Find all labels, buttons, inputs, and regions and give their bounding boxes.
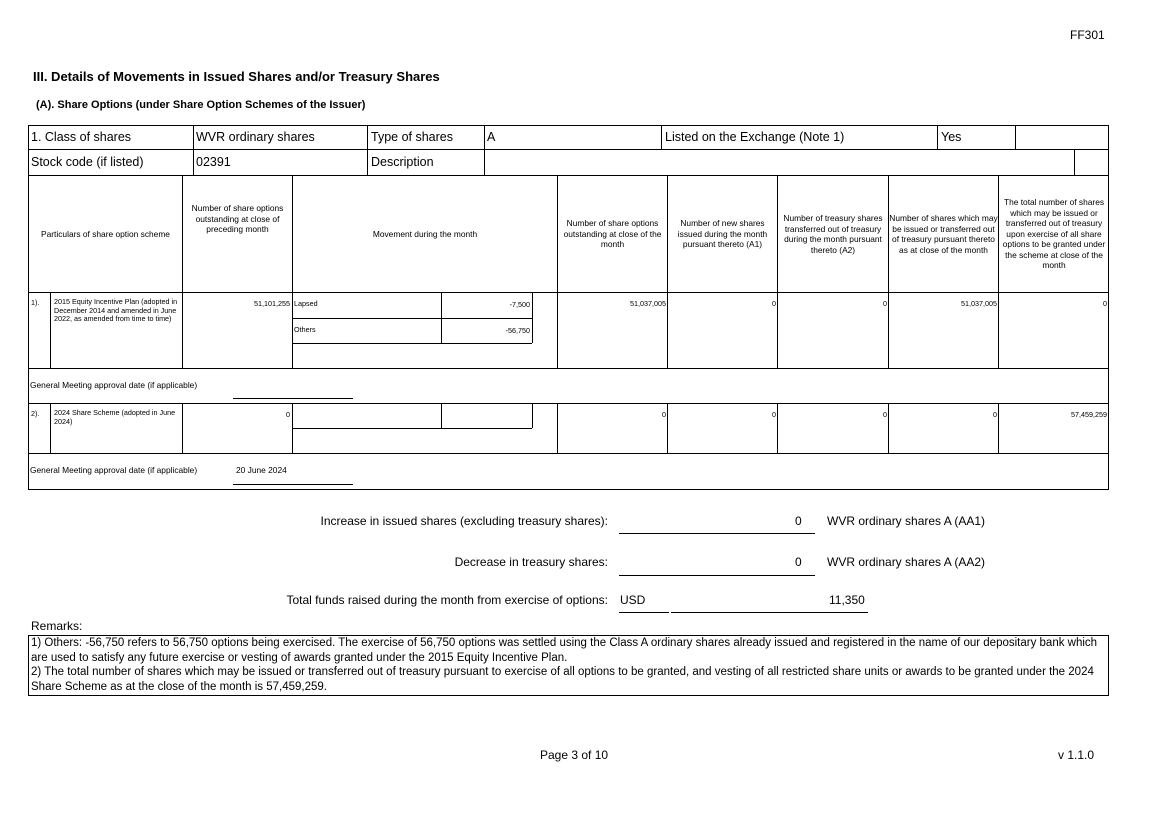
form-code: FF301 xyxy=(1070,28,1105,42)
col-treasury-transferred: Number of treasury shares transferred out of treasury during the month pursuant thereto (A2) xyxy=(783,213,883,255)
scheme-may-be-issued: 0 xyxy=(993,410,997,419)
col-movement: Movement during the month xyxy=(372,228,478,239)
listed-value: Yes xyxy=(941,130,962,144)
scheme-index: 1). xyxy=(31,298,40,307)
listed-label: Listed on the Exchange (Note 1) xyxy=(665,130,845,144)
scheme-new-shares: 0 xyxy=(772,299,776,308)
col-may-be-issued: Number of shares which may be issued or transferred out of treasury pursuant thereto as at close of the month xyxy=(889,213,998,255)
scheme-index: 2). xyxy=(31,409,40,418)
remark-1: 1) Others: -56,750 refers to 56,750 options being exercised. The exercise of 56,750 options was settled using the Class A ordinary shares already issued and registered in the name of our depositary bank which are used to satisfy any future exercise or vesting of awards granted under the 2015 Equity Incentive Plan. xyxy=(31,637,1098,664)
section-title: III. Details of Movements in Issued Shares and/or Treasury Shares xyxy=(33,69,440,84)
stock-code-value: 02391 xyxy=(196,155,231,169)
class-label: 1. Class of shares xyxy=(31,130,132,144)
scheme-opening: 0 xyxy=(286,410,290,419)
movement-value: -56,750 xyxy=(505,326,530,335)
col-new-shares: Number of new shares issued during the month pursuant thereto (A1) xyxy=(677,218,768,250)
scheme-treasury-transferred: 0 xyxy=(883,410,887,419)
decrease-label: Decrease in treasury shares: xyxy=(454,555,608,569)
gm-approval-label: General Meeting approval date (if applicable) xyxy=(30,380,198,390)
scheme-new-shares: 0 xyxy=(772,410,776,419)
movement-type: Others xyxy=(294,325,316,334)
funds-label: Total funds raised during the month from exercise of options: xyxy=(286,593,608,607)
version: v 1.1.0 xyxy=(1058,748,1095,762)
remark-2: 2) The total number of shares which may be issued or transferred out of treasury pursuant to exercise of all options to be granted, and vesting of all restricted share units or awards to be granted under the 2024 Share Scheme as at the close of the month is 57,459,259. xyxy=(31,666,1094,693)
scheme-closing: 51,037,005 xyxy=(630,299,666,308)
movement-value: -7,500 xyxy=(509,300,530,309)
remarks-label: Remarks: xyxy=(31,619,83,633)
scheme-total-number: 57,459,259 xyxy=(1071,410,1107,419)
col-opening: Number of share options outstanding at close of preceding month xyxy=(191,203,284,235)
scheme-closing: 0 xyxy=(662,410,666,419)
gm-approval-label: General Meeting approval date (if applicable) xyxy=(30,465,198,475)
gm-approval-date: 20 June 2024 xyxy=(236,465,287,475)
increase-unit: WVR ordinary shares A (AA1) xyxy=(827,514,986,528)
scheme-total-number: 0 xyxy=(1103,299,1107,308)
scheme-treasury-transferred: 0 xyxy=(883,299,887,308)
funds-currency: USD xyxy=(620,593,646,607)
col-closing: Number of share options outstanding at close of the month xyxy=(563,218,662,250)
type-value: A xyxy=(487,130,496,144)
page-number: Page 3 of 10 xyxy=(540,748,609,762)
col-particulars: Particulars of share option scheme xyxy=(41,228,170,239)
decrease-unit: WVR ordinary shares A (AA2) xyxy=(827,555,986,569)
movement-type: Lapsed xyxy=(294,299,318,308)
class-value: WVR ordinary shares xyxy=(196,130,315,144)
col-total-number: The total number of shares which may be issued or transferred out of treasury upon exercise of all share options to be granted under the scheme at close of the month xyxy=(1002,197,1106,271)
stock-code-label: Stock code (if listed) xyxy=(31,155,144,169)
type-label: Type of shares xyxy=(371,130,453,144)
decrease-value: 0 xyxy=(795,555,802,569)
scheme-may-be-issued: 51,037,005 xyxy=(961,299,997,308)
funds-value: 11,350 xyxy=(829,593,865,607)
increase-label: Increase in issued shares (excluding treasury shares): xyxy=(320,514,608,528)
remarks-box xyxy=(28,635,1109,696)
scheme-opening: 51,101,255 xyxy=(254,299,290,308)
subsection-title: (A). Share Options (under Share Option Schemes of the Issuer) xyxy=(36,99,366,111)
scheme-name: 2024 Share Scheme (adopted in June 2024) xyxy=(54,408,176,426)
scheme-name: 2015 Equity Incentive Plan (adopted in December 2014 and amended in June 2022, as amended from time to time) xyxy=(54,297,178,324)
increase-value: 0 xyxy=(795,514,802,528)
description-label: Description xyxy=(371,155,434,169)
